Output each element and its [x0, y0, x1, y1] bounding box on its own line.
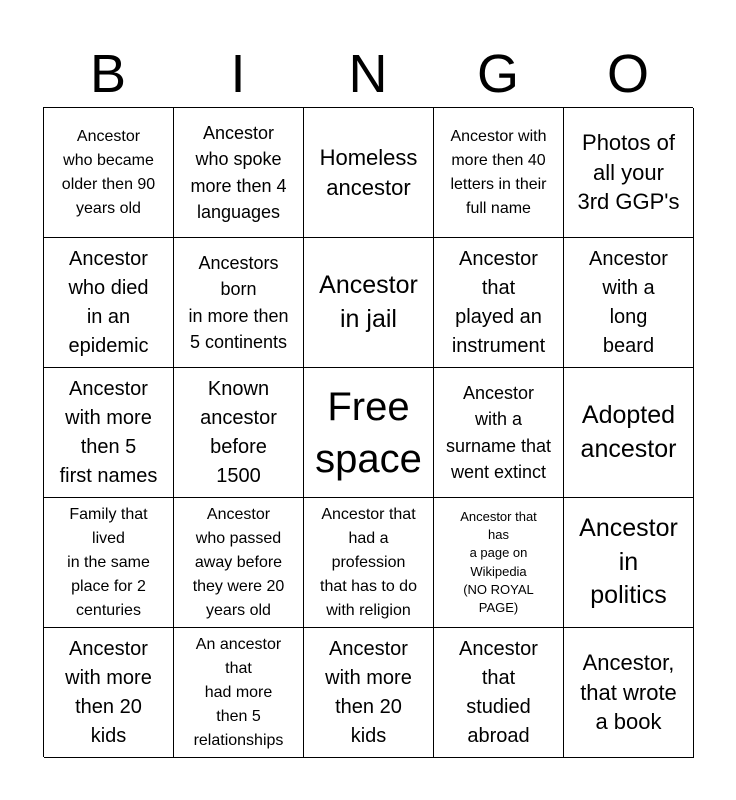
bingo-cell-r1c3[interactable] [304, 108, 434, 238]
bingo-cell-text: Ancestor that studied abroad [459, 637, 538, 747]
bingo-cell-r5c1[interactable] [44, 628, 174, 758]
bingo-cell-r2c2[interactable] [174, 238, 304, 368]
bingo-cell-text: Ancestor, that wrote a book [580, 649, 677, 735]
bingo-cell-text: Adopted ancestor [580, 400, 677, 463]
bingo-cell-text: Ancestor in jail [319, 270, 418, 333]
bingo-cell-r3c2[interactable] [174, 368, 304, 498]
header-letter-b: B [89, 44, 127, 104]
bingo-cell-text: Family that lived in the same place for 2 centuries [67, 505, 150, 619]
bingo-cell-free-space[interactable] [304, 368, 434, 498]
bingo-cell-text: Known ancestor before 1500 [200, 377, 277, 487]
bingo-cell-text: Ancestors born in more then 5 continents [188, 253, 289, 352]
bingo-cell-text: An ancestor that had more then 5 relationships [193, 635, 284, 749]
bingo-cell-r5c5[interactable] [564, 628, 694, 758]
bingo-cell-text: Ancestor who became older then 90 years old [61, 127, 156, 217]
bingo-cell-r3c5[interactable] [564, 368, 694, 498]
bingo-cell-text: Homeless ancestor [319, 144, 418, 200]
bingo-cell-text: Ancestor who passed away before they were 20 years old [192, 505, 285, 619]
bingo-cell-text: Ancestor that played an instrument [451, 247, 546, 357]
bingo-cell-r1c2[interactable] [174, 108, 304, 238]
header-letter-i: I [230, 44, 246, 104]
bingo-cell-r3c1[interactable] [44, 368, 174, 498]
bingo-header [43, 40, 693, 108]
bingo-cell-text: Ancestor with a long beard [589, 247, 668, 357]
bingo-cell-r1c5[interactable] [564, 108, 694, 238]
bingo-cell-r4c1[interactable] [44, 498, 174, 628]
bingo-cell-r4c4[interactable] [434, 498, 564, 628]
bingo-cell-r1c4[interactable] [434, 108, 564, 238]
bingo-cell-r5c4[interactable] [434, 628, 564, 758]
bingo-cell-text: Ancestor that has a page on Wikipedia (NO ROYAL PAGE) [460, 508, 537, 615]
bingo-cell-text: Photos of all your 3rd GGP's [577, 129, 680, 215]
bingo-cell-r2c5[interactable] [564, 238, 694, 368]
bingo-cell-text: Ancestor in politics [579, 513, 678, 610]
bingo-cell-text: Ancestor with more then 40 letters in their full name [450, 127, 547, 217]
bingo-cell-r2c3[interactable] [304, 238, 434, 368]
bingo-cell-r5c3[interactable] [304, 628, 434, 758]
bingo-cell-text: Ancestor with a surname that went extinct [445, 383, 552, 482]
header-letter-o: O [606, 44, 649, 104]
bingo-cell-text: Ancestor with more then 5 first names [59, 377, 158, 487]
bingo-cell-r2c4[interactable] [434, 238, 564, 368]
bingo-cell-r4c3[interactable] [304, 498, 434, 628]
bingo-cell-r1c1[interactable] [44, 108, 174, 238]
header-letter-g: G [476, 44, 519, 104]
bingo-cell-text: Ancestor with more then 20 kids [65, 637, 152, 747]
bingo-cell-text: Ancestor that had a profession that has to do with religion [320, 505, 417, 619]
bingo-cell-text: Ancestor who spoke more then 4 languages [190, 123, 287, 222]
bingo-cell-text: Free space [315, 384, 422, 481]
bingo-cell-text: Ancestor with more then 20 kids [325, 637, 412, 747]
bingo-cell-r4c2[interactable] [174, 498, 304, 628]
bingo-cell-r4c5[interactable] [564, 498, 694, 628]
bingo-card-grid [43, 107, 693, 757]
bingo-cell-r2c1[interactable] [44, 238, 174, 368]
bingo-cell-r5c2[interactable] [174, 628, 304, 758]
bingo-cell-r3c4[interactable] [434, 368, 564, 498]
bingo-cell-text: Ancestor who died in an epidemic [68, 247, 149, 357]
header-letter-n: N [348, 44, 388, 104]
